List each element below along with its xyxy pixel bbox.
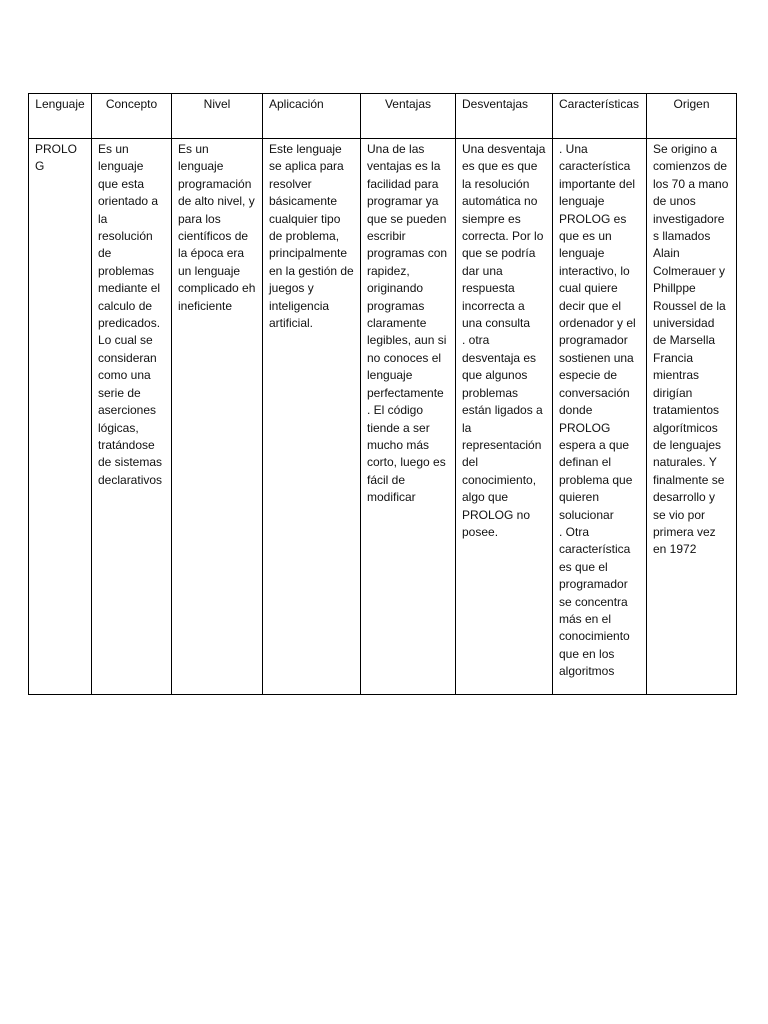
cell-concepto: Es un lenguaje que esta orientado a la resolución de problemas mediante el calculo de predicados. Lo cual se consideran como una serie de aserciones lógicas, tratándose de sistemas declarativos <box>92 139 172 695</box>
header-nivel: Nivel <box>172 94 263 139</box>
cell-desventajas: Una desventaja es que es que la resolución automática no siempre es correcta. Por lo que se podría dar una respuesta incorrecta a una consulta . otra desventaja es que algunos problemas están ligados a la representación del conocimiento, algo que PROLOG no posee. <box>456 139 553 695</box>
cell-caracteristicas: . Una característica importante del lenguaje PROLOG es que es un lenguaje interactivo, lo cual quiere decir que el ordenador y el programador sostienen una especie de conversación donde PROLOG espera a que definan el problema que quieren solucionar . Otra característica es que el programador se concentra más en el conocimiento que en los algoritmos <box>553 139 647 695</box>
table-row <box>29 139 737 695</box>
cell-origen: Se origino a comienzos de los 70 a mano de unos investigadores llamados Alain Colmerauer y Phillppe Roussel de la universidad de Marsella Francia mientras dirigían tratamientos algorítmicos de lenguajes naturales. Y finalmente se desarrollo y se vio por primera vez en 1972 <box>647 139 737 695</box>
comparison-table <box>28 93 737 695</box>
cell-nivel: Es un lenguaje programación de alto nivel, y para los científicos de la época era un lenguaje complicado eh ineficiente <box>172 139 263 695</box>
header-lenguaje: Lenguaje <box>29 94 92 139</box>
header-aplicacion: Aplicación <box>263 94 361 139</box>
table-header-row <box>29 94 737 139</box>
cell-aplicacion: Este lenguaje se aplica para resolver básicamente cualquier tipo de problema, principalmente en la gestión de juegos y inteligencia artificial. <box>263 139 361 695</box>
cell-ventajas: Una de las ventajas es la facilidad para programar ya que se pueden escribir programas con rapidez, originando programas claramente legibles, aun si no conoces el lenguaje perfectamente . El código tiende a ser mucho más corto, luego es fácil de modificar <box>361 139 456 695</box>
header-caracteristicas: Características <box>553 94 647 139</box>
cell-lenguaje: PROLOG <box>29 139 92 695</box>
header-ventajas: Ventajas <box>361 94 456 139</box>
header-origen: Origen <box>647 94 737 139</box>
header-desventajas: Desventajas <box>456 94 553 139</box>
header-concepto: Concepto <box>92 94 172 139</box>
